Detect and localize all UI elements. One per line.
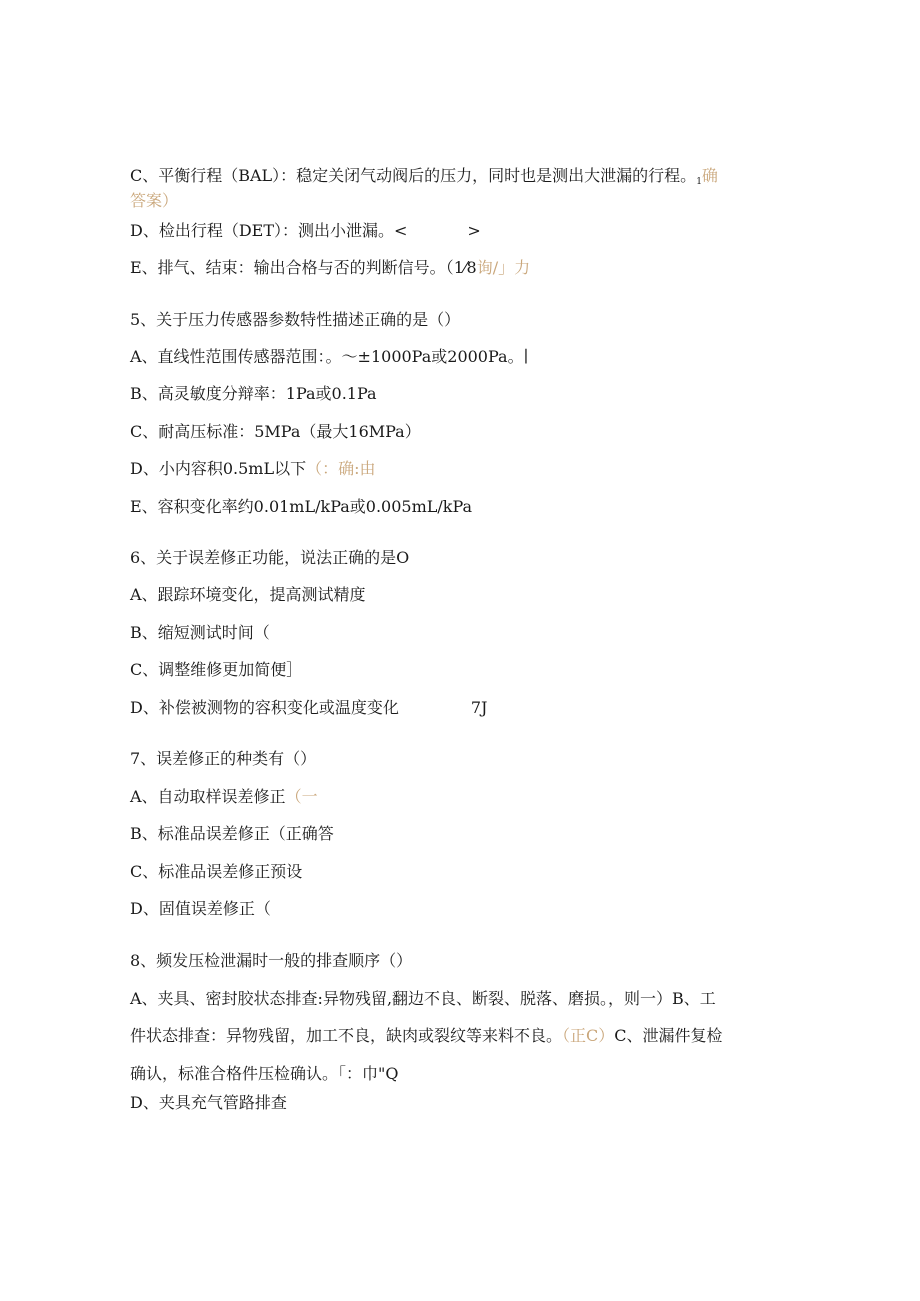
q8-question: 8、频发压检泄漏时一般的排查顺序（） <box>130 951 413 970</box>
q5-option-a: A、直线性范围传感器范围：。～±1000Pa或2000Pa。∣ <box>130 347 529 366</box>
q8-options-line-1: A、夹具、密封胶状态排查:异物残留,翻边不良、断裂、脱落、磨损。，则一）B、工 <box>130 989 716 1008</box>
q5-option-c: C、耐高压标准：5MPa（最大16MPa） <box>130 422 421 441</box>
q7-option-a: A、自动取样误差修正（一 <box>130 787 318 806</box>
q6-option-a: A、跟踪环境变化，提高测试精度 <box>130 585 366 604</box>
q5-option-b: B、高灵敏度分辩率：1Pa或0.1Pa <box>130 384 377 403</box>
q8-options-line-2: 件状态排查：异物残留，加工不良，缺肉或裂纹等来料不良。（正C）C、泄漏件复检 <box>130 1026 723 1045</box>
q7-option-d: D、固值误差修正（ <box>130 899 271 918</box>
q5-option-e: E、容积变化率约0.01mL/kPa或0.005mL/kPa <box>130 497 473 516</box>
q6-option-d: D、补偿被测物的容积变化或温度变化 7J <box>130 698 488 717</box>
q5-option-d: D、小内容积0.5mL以下（：确:由 <box>130 459 376 478</box>
q7-question: 7、误差修正的种类有（） <box>130 749 317 768</box>
q6-option-c: C、调整维修更加简便］ <box>130 660 303 679</box>
q4-option-c: C、平衡行程（BAL）：稳定关闭气动阀后的压力，同时也是测出大泄漏的行程。1确 <box>130 166 718 187</box>
q6-question: 6、关于误差修正功能，说法正确的是O <box>130 548 410 567</box>
q4-option-d: D、检出行程（DET）：测出小泄漏。< > <box>130 221 481 240</box>
q7-option-b: B、标准品误差修正（正确答 <box>130 824 334 843</box>
q8-option-d: D、夹具充气管路排查 <box>130 1093 287 1112</box>
q4-option-c-continued: 答案） <box>130 191 179 210</box>
q4-option-e: E、排气、结束：输出合格与否的判断信号。（1⁄8询/」力 <box>130 258 531 277</box>
q8-options-line-3: 确认，标准合格件压检确认。「：巾"Q <box>130 1064 399 1083</box>
q6-option-b: B、缩短测试时间（ <box>130 623 270 642</box>
q5-question: 5、关于压力传感器参数特性描述正确的是（） <box>130 310 461 329</box>
q7-option-c: C、标准品误差修正预设 <box>130 862 303 881</box>
